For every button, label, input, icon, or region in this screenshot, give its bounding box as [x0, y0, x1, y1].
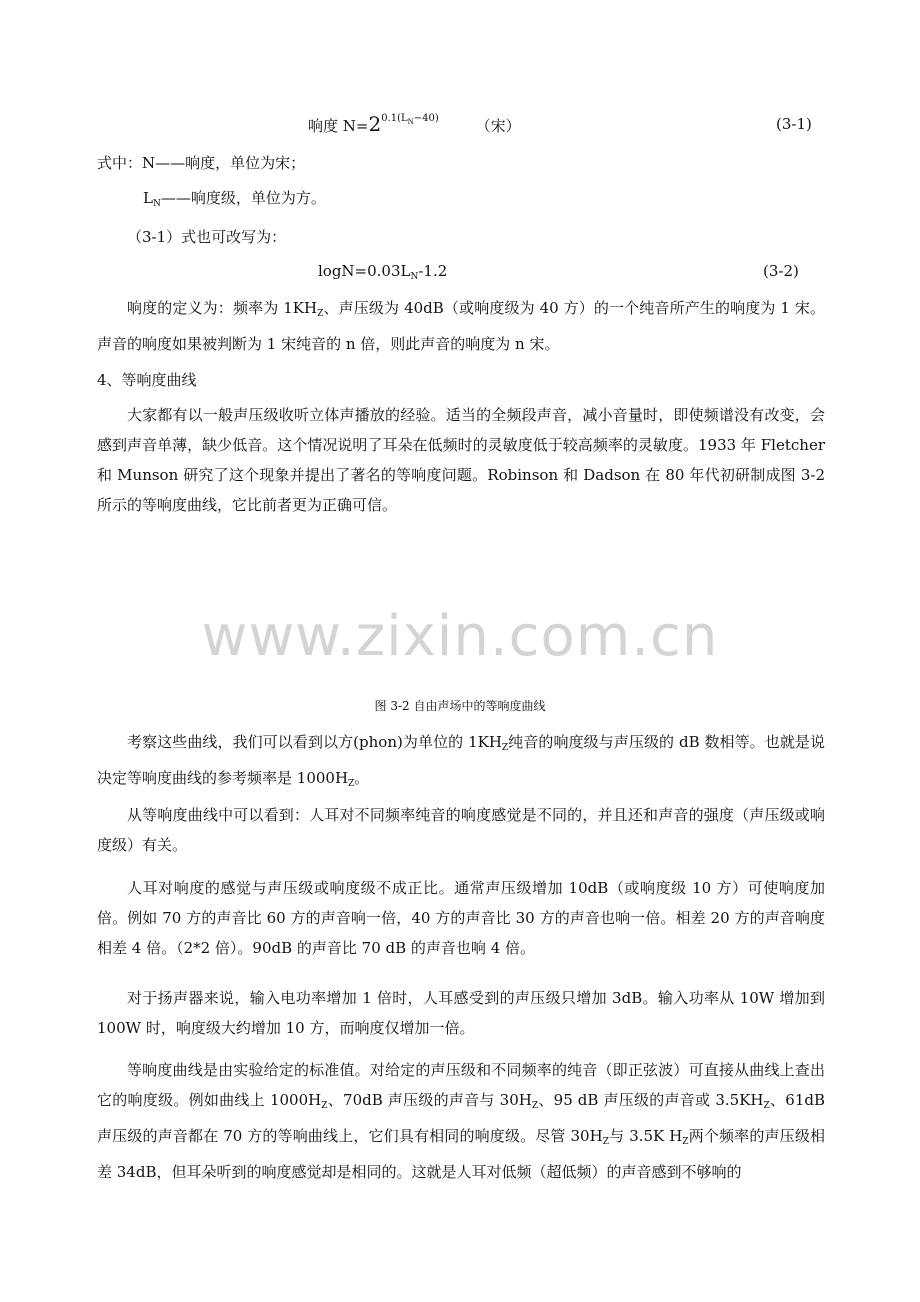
equation-3-2: $\log N=0.03L_N-1.2$ [318, 262, 448, 282]
equation-3-1 [308, 112, 521, 136]
watermark: www.zixin.com.cn [201, 604, 719, 669]
eq1-base: 2 [368, 112, 382, 136]
paragraph-observe: 考察这些曲线，我们可以看到以方(phon)为单位的 $1KH_Z$纯音的响度级与声压级的 dB 数相等。也就是说决定等响度曲线的参考频率是 $1000H_Z$。 [97, 733, 825, 789]
paragraph-speaker: 对于扬声器来说，输入电功率增加 1 倍时，人耳感受到的声压级只增加 3dB。输入功率从 10W 增加到 100W 时，响度级大约增加 10 方，而响度仅增加一倍。 [97, 989, 825, 1037]
eq2-number: (3-2) [763, 262, 799, 280]
eq1-exponent: 0.1(LN−40) [381, 113, 439, 126]
rewrite-line: （3-1）式也可改写为： [127, 228, 287, 246]
def-n-line: 式中：N——响度，单位为宋； [97, 154, 306, 172]
eq1-number: (3-1) [776, 115, 812, 133]
section-heading-4: 4、等响度曲线 [97, 371, 197, 389]
paragraph-loudness: 人耳对响度的感觉与声压级或响度级不成正比。通常声压级增加 10dB（或响度级 10 方）可使响度加倍。例如 70 方的声音比 60 方的声音响一倍，40 方的声音比 30 方的声音也响一倍。相差 20 方的声音响度相差 4 倍。（2*2 倍）。90dB 的声音比 70 dB 的声音也响 4 倍。 [97, 879, 825, 957]
eq1-lhs: 响度 N= [308, 117, 369, 135]
def-ln-line: $L_N——$响度级，单位为方。 [143, 189, 326, 209]
paragraph-experience: 大家都有以一般声压级收听立体声播放的经验。适当的全频段声音，减小音量时，即使频谱没有改变，会感到声音单薄，缺少低音。这个情况说明了耳朵在低频时的灵敏度低于较高频率的灵敏度。1933 年 Fletcher 和 Munson 研究了这个现象并提出了著名的等响度问题。Robinson 和 Dadson 在 80 年代初研制成图 3-2 所示的等响度曲线，它比前者更为正确可信。 [97, 406, 825, 514]
figure-caption: 图 3-2 自由声场中的等响度曲线 [374, 699, 546, 713]
paragraph-definition: 响度的定义为：频率为 $1KH_Z$、声压级为 40dB（或响度级为 40 方）的一个纯音所产生的响度为 1 宋。声音的响度如果被判断为 1 宋纯音的 n 倍，则此声音的响度为 n 宋。 [97, 299, 825, 353]
paragraph-standard: 等响度曲线是由实验给定的标准值。对给定的声压级和不同频率的纯音（即正弦波）可直接从曲线上查出它的响度级。例如曲线上 $1000H_Z$、70dB 声压级的声音与 $30H_Z$、95 dB 声压级的声音或 $3.5KH_Z$、61dB 声压级的声音都在 70 方的等响曲线上，它们具有相同的响度级。尽管 $30H_Z$与 3.5K $H_Z$两个频率的声压级相差 34dB，但耳朵听到的响度感觉却是相同的。这就是人耳对低频（超低频）的声音感到不够响的 [97, 1061, 825, 1181]
paragraph-curve: 从等响度曲线中可以看到：人耳对不同频率纯音的响度感觉是不同的，并且还和声音的强度（声压级或响度级）有关。 [97, 806, 825, 854]
eq1-unit: （宋） [475, 117, 521, 135]
